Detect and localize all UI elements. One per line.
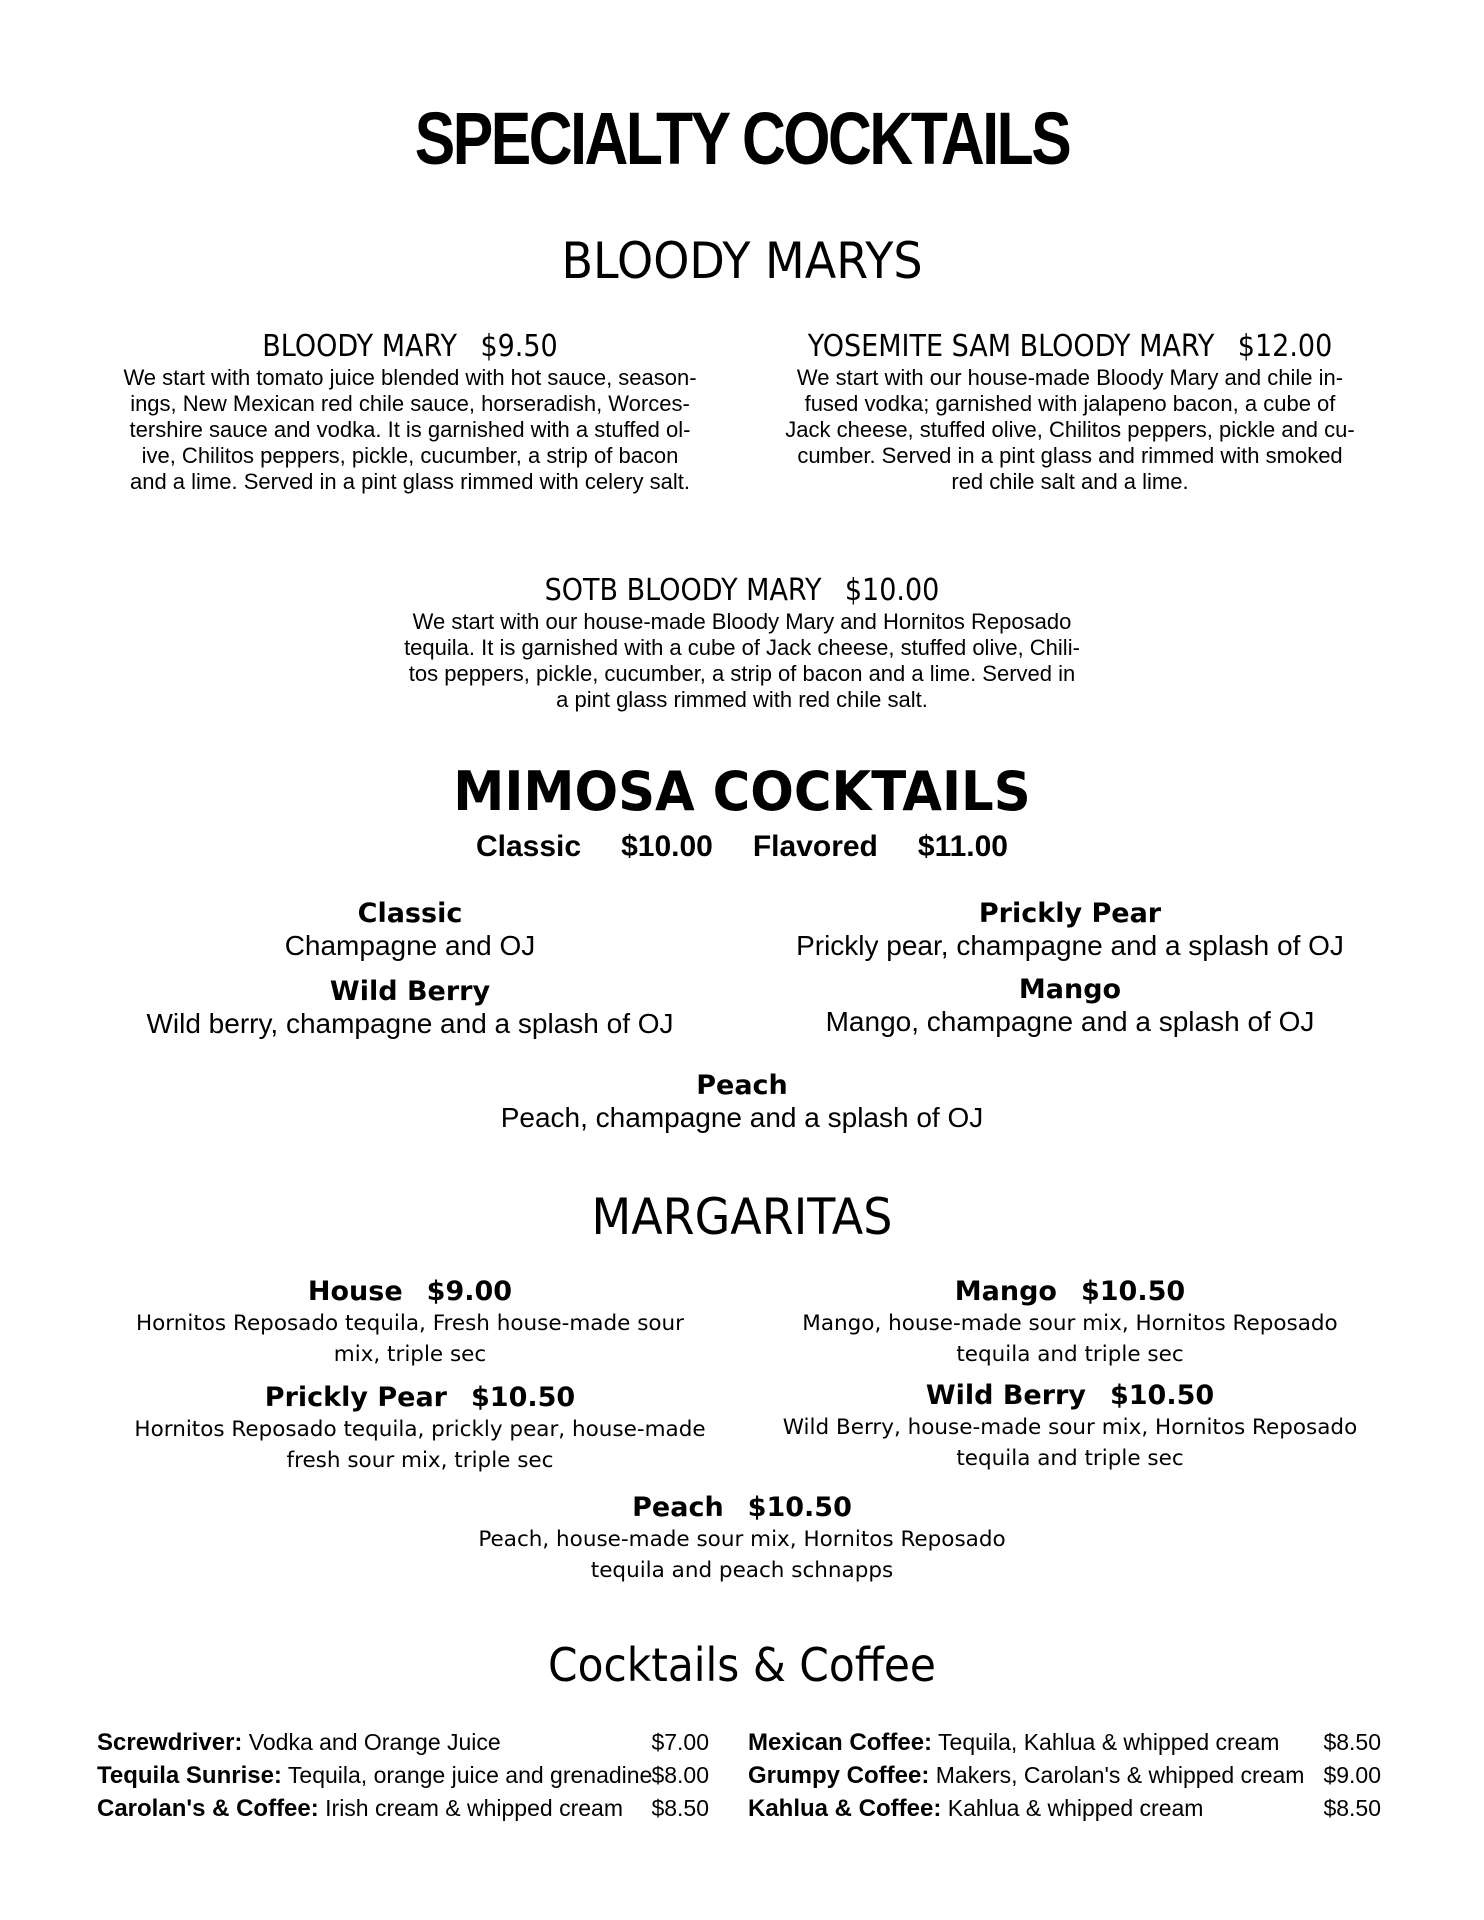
description-line: tequila and peach schnapps [590, 1558, 894, 1583]
mimosa-item [740, 974, 1400, 1038]
description-line: mix, triple sec [333, 1342, 487, 1367]
yosemite-sam-bloody-mary-item [742, 330, 1398, 495]
item-name: Wild Berry [329, 976, 491, 1007]
item-description [342, 609, 1142, 713]
item-price: $10.50 [1080, 1276, 1186, 1307]
item-description: Tequila, orange juice and grenadine [287, 1762, 653, 1788]
cocktail-coffee-row [97, 1792, 709, 1825]
item-name: Screwdriver: [97, 1729, 243, 1756]
description-line: We start with tomato juice blended with hot sauce, season- [123, 365, 697, 390]
margarita-item [742, 1276, 1398, 1370]
bloody-mary-item [90, 330, 730, 495]
item-header [742, 1380, 1398, 1412]
classic-label: Classic [476, 830, 582, 863]
description-line: tos peppers, pickle, cucumber, a strip of bacon and a lime. Served in [408, 661, 1076, 686]
item-name: Mexican Coffee: [748, 1729, 933, 1756]
item-description: Tequila, Kahlua & whipped cream [938, 1729, 1280, 1755]
item-description [90, 1308, 730, 1370]
margarita-item [742, 1380, 1398, 1474]
description-line: ings, New Mexican red chile sauce, horseradish, Worces- [130, 391, 690, 416]
item-name: SOTB BLOODY MARY [544, 573, 822, 608]
item-price: $10.00 [844, 573, 940, 608]
cocktail-coffee-row [97, 1759, 709, 1792]
item-name: Mango [1018, 974, 1122, 1005]
description-line: Hornitos Reposado tequila, prickly pear, house-made [134, 1417, 706, 1442]
description-line: Peach, house-made sour mix, Hornitos Reposado [478, 1527, 1006, 1552]
bloody-marys-heading: BLOODY MARYS [561, 232, 923, 290]
item-name: Wild Berry [925, 1380, 1086, 1411]
item-name: YOSEMITE SAM BLOODY MARY [807, 329, 1215, 364]
description-line: Mango, house-made sour mix, Hornitos Reposado [802, 1311, 1338, 1336]
classic-price: $10.00 [621, 830, 713, 863]
item-price: $8.50 [651, 1795, 709, 1821]
item-price: $10.50 [747, 1492, 852, 1523]
item-description: Prickly pear, champagne and a splash of OJ [796, 930, 1344, 961]
item-description [742, 1412, 1398, 1474]
item-header [742, 1276, 1398, 1308]
item-price: $7.00 [651, 1729, 709, 1755]
cocktails-coffee-heading: Cocktails & Coffee [548, 1638, 936, 1692]
item-description: Peach, champagne and a splash of OJ [500, 1102, 984, 1133]
margarita-item [90, 1382, 750, 1476]
item-header [90, 1382, 750, 1414]
cocktail-coffee-row [97, 1726, 709, 1759]
page-title: SPECIALTY COCKTAILS [414, 97, 1070, 180]
cocktail-coffee-row [748, 1726, 1381, 1759]
item-price: $9.00 [426, 1276, 513, 1307]
margaritas-heading: MARGARITAS [591, 1188, 893, 1246]
item-description [90, 1414, 750, 1476]
item-description: Champagne and OJ [284, 930, 536, 961]
mimosa-heading: MIMOSA COCKTAILS [453, 760, 1031, 823]
description-line: tequila. It is garnished with a cube of Jack cheese, stuffed olive, Chili- [404, 635, 1080, 660]
item-price: $10.50 [1109, 1380, 1215, 1411]
item-price: $12.00 [1237, 329, 1333, 364]
mimosa-item [110, 898, 710, 962]
item-header [122, 330, 698, 364]
margarita-item [90, 1276, 730, 1370]
description-line: and a lime. Served in a pint glass rimmed with celery salt. [129, 469, 690, 494]
margarita-item [392, 1492, 1092, 1586]
item-name: Grumpy Coffee: [748, 1762, 930, 1789]
item-name: Carolan's & Coffee: [97, 1795, 319, 1822]
item-name: Mango [954, 1276, 1057, 1307]
mimosa-prices [0, 830, 1484, 864]
description-line: tershire sauce and vodka. It is garnished with a stuffed ol- [129, 417, 691, 442]
description-line: fresh sour mix, triple sec [286, 1448, 554, 1473]
item-header [382, 574, 1102, 608]
description-line: We start with our house-made Bloody Mary and Hornitos Reposado [412, 609, 1072, 634]
item-price: $9.50 [480, 329, 558, 364]
item-description: Irish cream & whipped cream [325, 1795, 623, 1821]
description-line: Hornitos Reposado tequila, Fresh house-made sour [135, 1311, 685, 1336]
item-price: $8.50 [1323, 1795, 1381, 1821]
item-price: $8.00 [651, 1762, 709, 1788]
item-description: Vodka and Orange Juice [248, 1729, 501, 1755]
item-description [90, 365, 730, 495]
item-name: Prickly Pear [264, 1382, 447, 1413]
description-line: red chile salt and a lime. [951, 469, 1189, 494]
description-line: fused vodka; garnished with jalapeno bacon, a cube of [804, 391, 1336, 416]
item-name: Tequila Sunrise: [97, 1762, 282, 1789]
item-name: Kahlua & Coffee: [748, 1795, 942, 1822]
item-price: $8.50 [1323, 1729, 1381, 1755]
item-name: Peach [696, 1070, 788, 1101]
sotb-bloody-mary-item [342, 574, 1142, 713]
item-description: Wild berry, champagne and a splash of OJ [146, 1008, 674, 1039]
mimosa-item [110, 976, 710, 1040]
item-header [90, 1276, 730, 1308]
item-description: Makers, Carolan's & whipped cream [935, 1762, 1305, 1788]
description-line: a pint glass rimmed with red chile salt. [556, 687, 928, 712]
description-line: cumber. Served in a pint glass and rimmed with smoked [797, 443, 1343, 468]
item-name: House [307, 1276, 403, 1307]
item-price: $10.50 [471, 1382, 576, 1413]
description-line: ive, Chilitos peppers, pickle, cucumber, a strip of bacon [141, 443, 679, 468]
description-line: We start with our house-made Bloody Mary and chile in- [796, 365, 1344, 390]
item-price: $9.00 [1323, 1762, 1381, 1788]
description-line: tequila and triple sec [956, 1446, 1184, 1471]
item-header [775, 330, 1365, 364]
mimosa-item [740, 898, 1400, 962]
cocktail-coffee-row [748, 1759, 1381, 1792]
item-description [742, 1308, 1398, 1370]
flavored-label: Flavored [752, 830, 878, 863]
description-line: tequila and triple sec [956, 1342, 1184, 1367]
item-header [392, 1492, 1092, 1524]
flavored-price: $11.00 [917, 830, 1008, 863]
item-name: Prickly Pear [978, 898, 1162, 929]
item-description: Mango, champagne and a splash of OJ [825, 1006, 1315, 1037]
cocktail-coffee-row [748, 1792, 1381, 1825]
item-name: Peach [632, 1492, 724, 1523]
description-line: Jack cheese, stuffed olive, Chilitos peppers, pickle and cu- [785, 417, 1355, 442]
item-description [392, 1524, 1092, 1586]
mimosa-item [392, 1070, 1092, 1134]
item-description [742, 365, 1398, 495]
item-name: BLOODY MARY [262, 329, 458, 364]
item-name: Classic [357, 898, 463, 929]
description-line: Wild Berry, house-made sour mix, Hornitos Reposado [782, 1415, 1358, 1440]
item-description: Kahlua & whipped cream [947, 1795, 1204, 1821]
